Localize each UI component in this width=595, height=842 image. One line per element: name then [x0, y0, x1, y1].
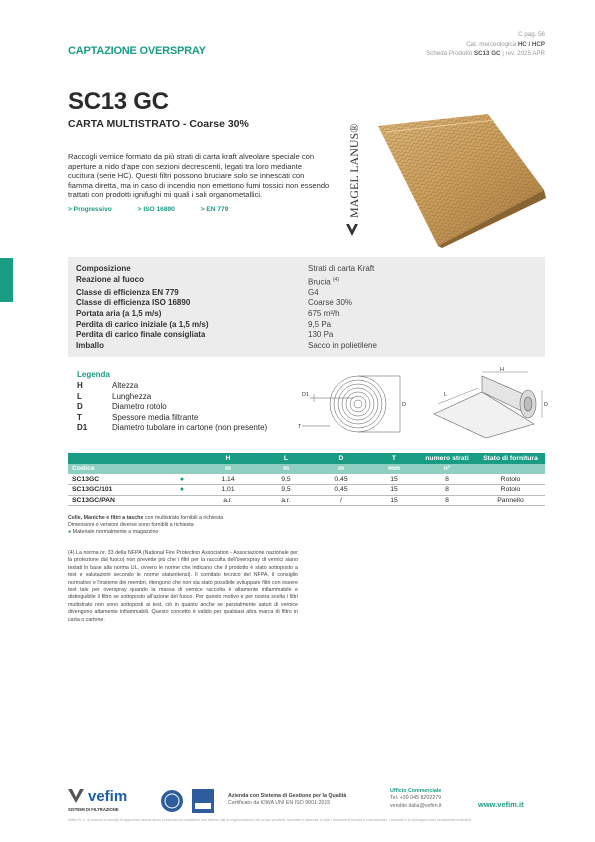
vefim-logo: [68, 788, 127, 812]
footnote: (4) La norma nr. 33 della NFPA (National Fire Protection Association - Associazione nazionale per la protezione dal fuoco) non prevede più che i filtri per la raccolta dell'overspray di vernici siano testati in base alla norma UL, ovvero le norme che indicano che il prodotto è stato sottoposto a test e valutazioni secondo le norme statunitensi). Il comitato tecnico del NFPA, il consiglio normativo e l'insieme dei membri, ritengono che non sia stato possibile sviluppare filtri con essere test tale per overspray quando la massa di vernice raccolta è altamente infiammabile e distinguibile il filtro se sottoposto all'azione del fuoco. Per questo motivo e per nostra scelta i filtri multistrato non sono sottoposti ai test, ciò in quanto anche se parzialmente saturi di vernice divengono altamente infiammabili. Questo concetto è valido per qualsiasi altra marca di filtro in carta o cartone.: [68, 550, 298, 623]
brand-logo: [338, 100, 366, 240]
roll-side-diagram: [424, 366, 552, 440]
legend-title: Legenda: [77, 370, 110, 379]
table-row[interactable]: SC13GC/PAN a.r. a.r. / 15 8 Pannello: [68, 495, 545, 506]
footer-logos: [66, 785, 222, 820]
table-row[interactable]: SC13GC/101 ● 1,01 9,5 0,45 15 8 Rotolo: [68, 485, 545, 496]
office-email[interactable]: vendite.italia@vefim.it: [390, 802, 442, 809]
label-d: D: [402, 402, 406, 408]
legend-item: H Altezza: [77, 381, 139, 390]
spec-row: Portata aria (a 1,5 m/s) 675 m³/h: [76, 309, 340, 319]
note-line: Celle, Maniche e filtri a tasche con multistrato fornibili a richiesta: [68, 515, 224, 521]
label-d-side: D: [544, 402, 548, 408]
spec-row: Reazione al fuoco Brucia $^{(4)}$: [76, 274, 340, 287]
product-image: [368, 112, 546, 248]
sales-office: Ufficio Commerciale Tel. +39 045 8202279 vendite.italia@vefim.it: [390, 788, 442, 809]
col-l: L: [260, 453, 312, 464]
col-codice: Codice: [68, 464, 168, 475]
office-phone[interactable]: Tel. +39 045 8202279: [390, 795, 442, 802]
side-tab-marker: [0, 258, 13, 302]
spec-row: Perdita di carico iniziale (a 1,5 m/s) 9,5 Pa: [76, 319, 332, 329]
certification-seal-icon: [161, 790, 183, 812]
table-units-row: Codice m m m mm n°: [68, 464, 545, 475]
label-h: H: [500, 367, 504, 373]
table-row[interactable]: SC13GC ● 1,14 9,5 0,45 15 8 Rotolo: [68, 474, 545, 485]
legend-item: L Lunghezza: [77, 391, 152, 401]
spec-row: Composizione Strati di carta Kraft: [76, 264, 375, 273]
label-d1: D1: [302, 392, 310, 398]
legend-list: [77, 381, 267, 434]
note-line: ● Materiale normalmente a magazzino: [68, 529, 159, 536]
spec-row: Classe di efficienza EN 779 G4: [76, 287, 319, 297]
spec-row: Imballo Sacco in polietilene: [76, 340, 377, 350]
header-meta: [426, 30, 545, 59]
category-title: CAPTAZIONE OVERSPRAY: [68, 45, 206, 57]
product-name: CARTA MULTISTRATO - Coarse 30%: [68, 118, 249, 130]
col-stato: Stato di fornitura: [476, 453, 545, 464]
col-t: T: [370, 453, 418, 464]
label-t: T: [298, 424, 302, 430]
tag-iso[interactable]: > ISO 16890: [137, 206, 175, 213]
certification-info: Azienda con Sistema di Gestione per la Qualità Certificato da KIWA UNI EN ISO 9001:2015: [228, 793, 347, 807]
legend-item: D Diametro rotolo: [77, 402, 167, 412]
table-notes: [68, 515, 223, 537]
legal-disclaimer: Vefim S.r.l. si riserva la facoltà di apportare senza alcun preavviso le modifiche che ritiene utili al miglioramento dei propri prodotti, riportate e ottenute in tutti i documenti tecnici e commerciali. I prodotti e le immagini sono puramente indicativi.: [68, 818, 473, 822]
spec-row: Classe di efficienza ISO 16890 Coarse 30%: [76, 298, 353, 308]
standards-tags: [68, 206, 252, 213]
note-line: Dimensioni o versioni diverse sono fornibili a richiesta: [68, 522, 194, 529]
website-link[interactable]: www.vefim.it: [478, 800, 524, 809]
table-header-row: [68, 453, 545, 464]
legend-item: T Spessore media filtrante: [77, 412, 199, 422]
stock-dot: ●: [168, 474, 196, 485]
product-code: SC13 GC: [68, 88, 169, 115]
spec-row: Perdita di carico finale consigliata 130 Pa: [76, 330, 334, 340]
svg-text:SISTEMI DI FILTRAZIONE: SISTEMI DI FILTRAZIONE: [68, 807, 119, 812]
kiwa-logo-icon: [192, 789, 214, 813]
stock-dot: ●: [168, 485, 196, 496]
page-label: C pag. 56: [518, 31, 545, 38]
brand-text: MAGEL LANUS®: [347, 123, 361, 218]
svg-text:vefim: vefim: [88, 788, 128, 805]
sheet-line: Scheda Prodotto SC13 GC | rev. 2025 APR: [426, 50, 545, 57]
product-description: Raccogli vernice formato da più strati di carta kraft alveolare speciale con aperture a nido d'ape con sezioni decrescenti, legati tra loro mediante cucitura (serie HC). Questi filtri possono bruciare solo se innescati con fiamma diretta, ma in caso di incendio non emettono fumi tossici non essendo trattati con prodotti ignifughi mi quali i sali organometallici.: [68, 152, 330, 200]
specs-panel: [68, 257, 545, 357]
label-l: L: [444, 392, 448, 398]
roll-front-diagram: [296, 374, 416, 440]
catalog-line: Cat. merceologica HC / HCP: [466, 40, 545, 48]
tag-progressivo[interactable]: > Progressivo: [68, 206, 112, 213]
legend-item: D1 Diametro tubolare in cartone (non presente): [77, 423, 268, 433]
col-h: H: [196, 453, 260, 464]
product-table: [68, 453, 545, 506]
col-d: D: [312, 453, 370, 464]
tag-en[interactable]: > EN 779: [200, 206, 229, 213]
col-strati: numero strati: [418, 453, 476, 464]
